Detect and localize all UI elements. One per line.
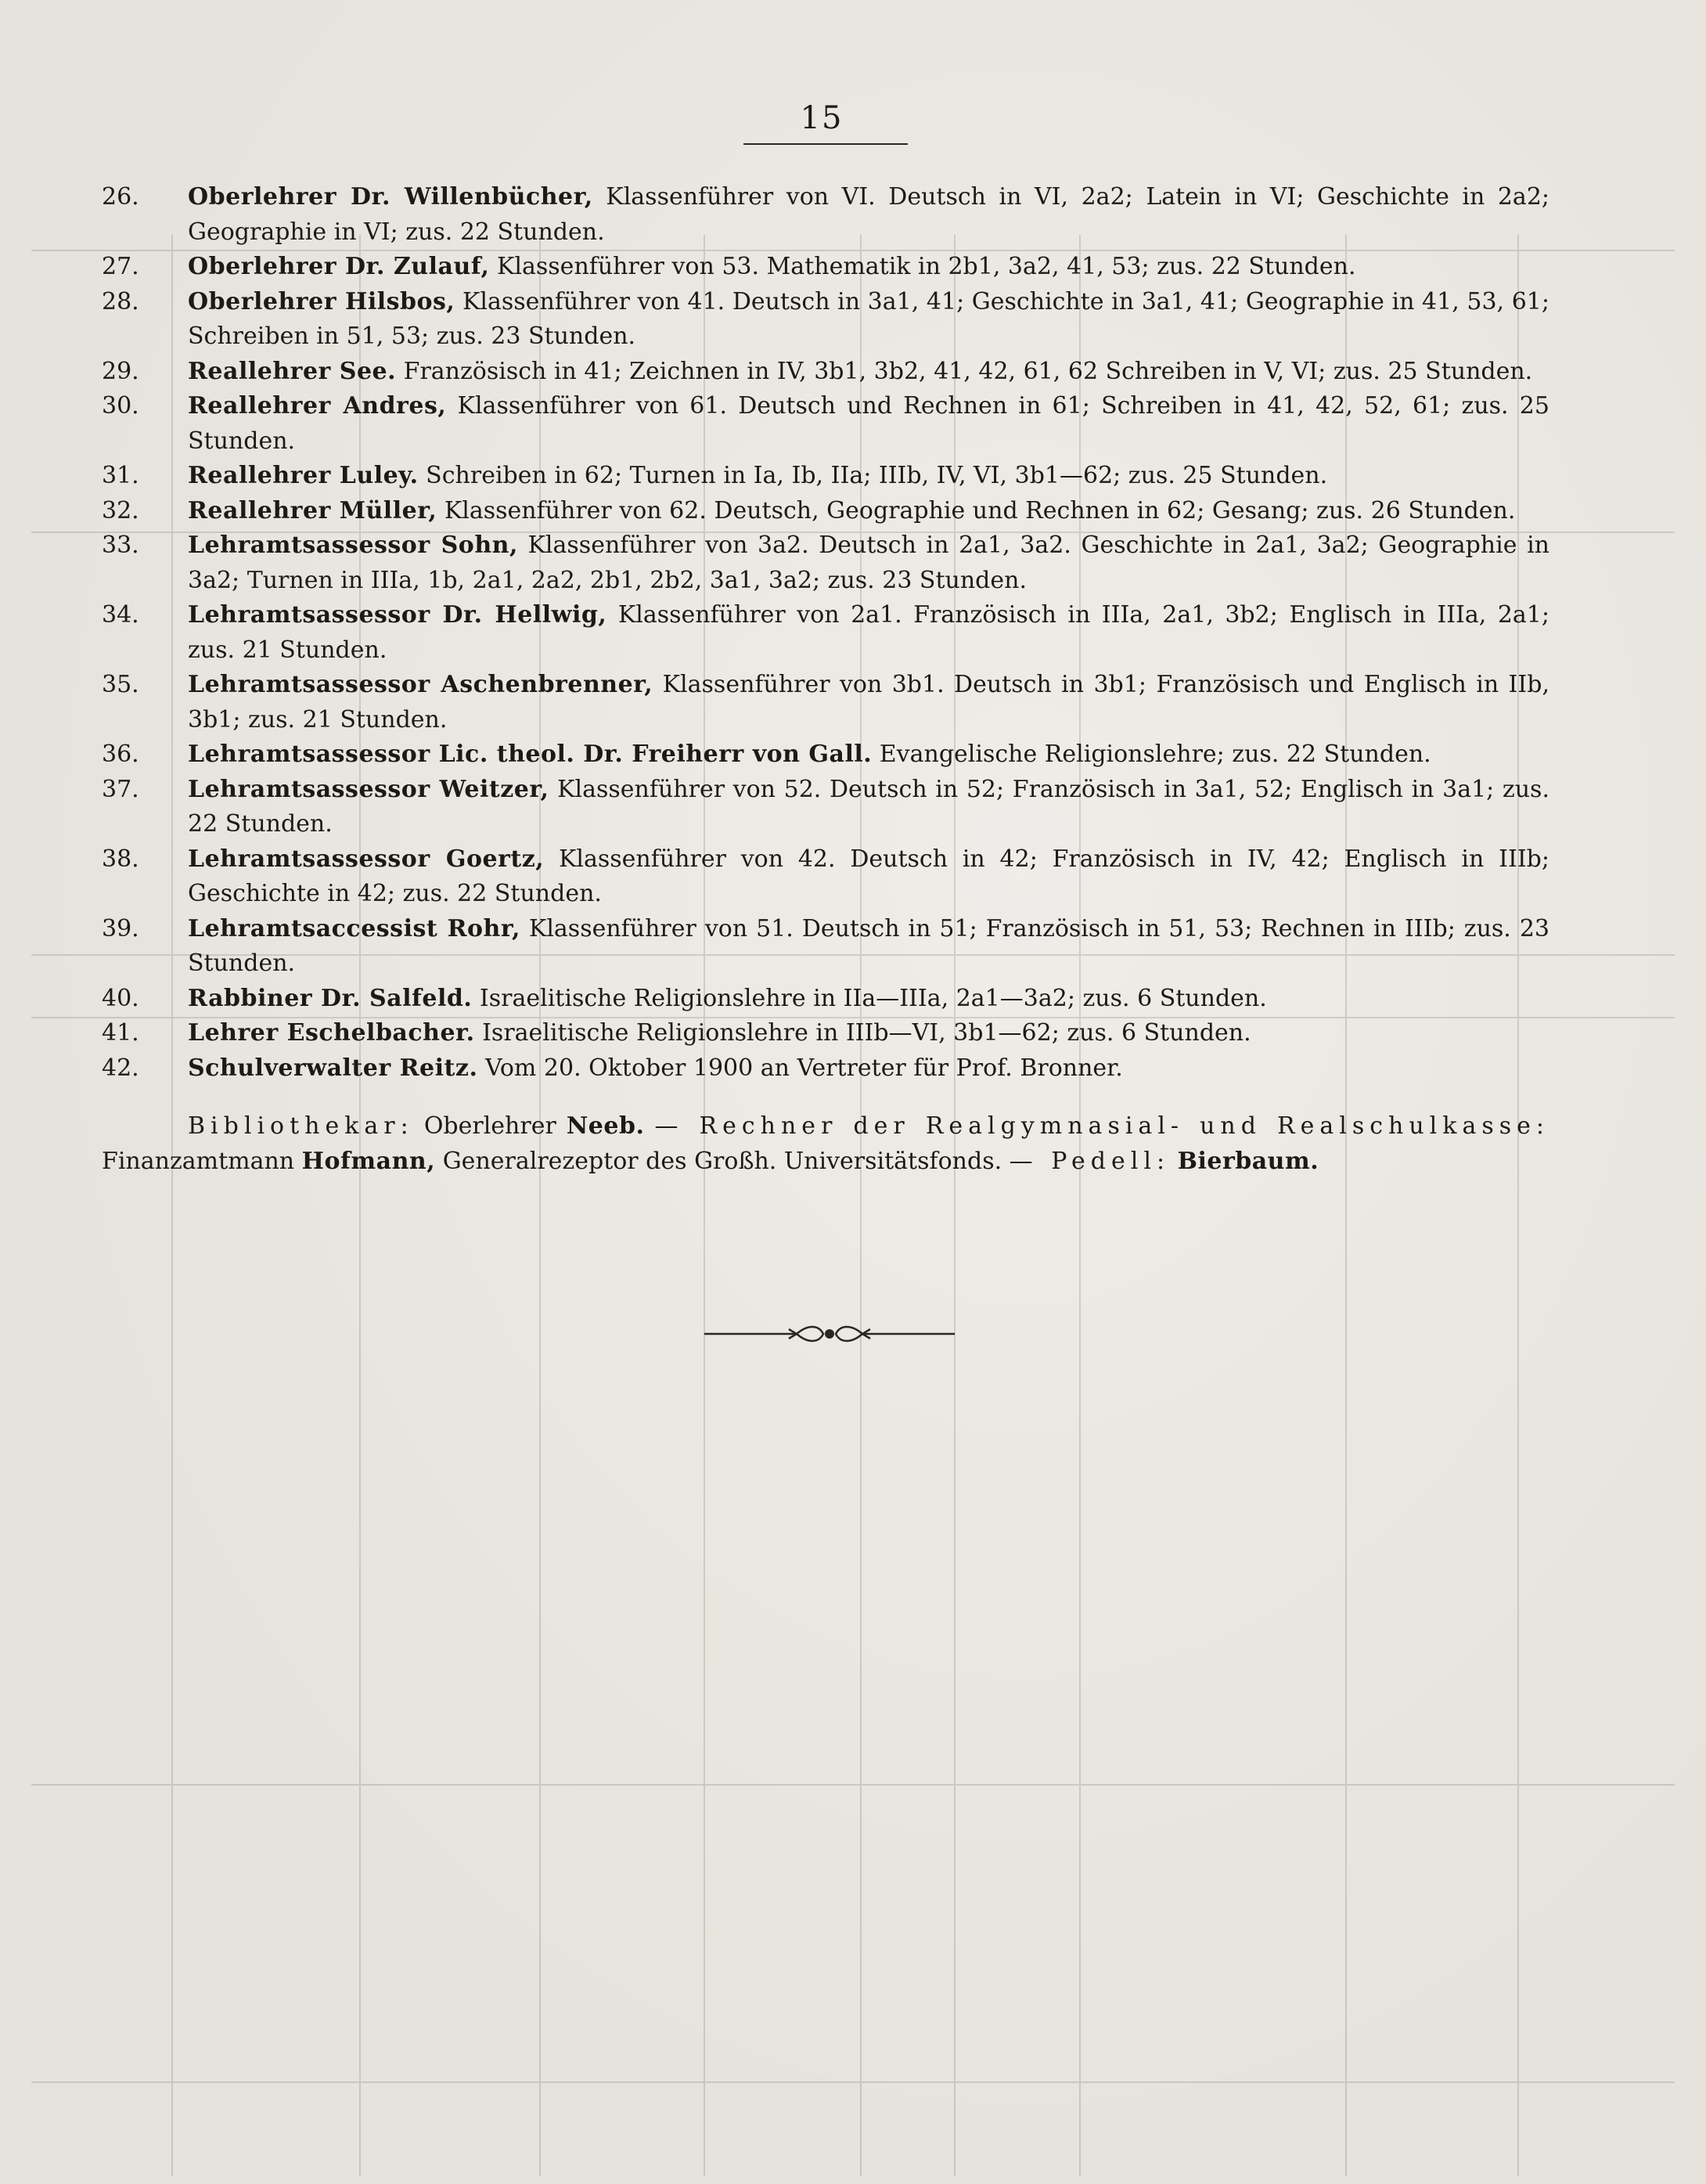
entry-number: 27.	[102, 253, 139, 280]
list-item	[102, 1016, 1549, 1051]
entry-number: 28.	[102, 287, 139, 315]
entry-text: Klassenführer von 52. Deutsch in 52; Französisch in 3a1, 52; Englisch in 3a1; zus. 22 Stunden.	[188, 775, 1549, 838]
list-item	[102, 494, 1549, 529]
list-item	[102, 598, 1549, 668]
list-item	[102, 459, 1549, 494]
list-item	[102, 912, 1549, 982]
teacher-name: Reallehrer Luley.	[188, 462, 419, 489]
teacher-name: Lehramtsassessor Dr. Hellwig,	[188, 601, 607, 629]
teacher-name: Schulverwalter Reitz.	[188, 1054, 478, 1082]
list-item	[102, 982, 1549, 1017]
librarian-title: Oberlehrer	[423, 1112, 556, 1140]
staff-footnote	[102, 1109, 1549, 1179]
entry-number: 34.	[102, 601, 139, 629]
list-item	[102, 773, 1549, 842]
list-item	[102, 528, 1549, 598]
entry-text: Klassenführer von 2a1. Französisch in IIIa, 2a1, 3b2; Englisch in IIIa, 2a1; zus. 21 Stunden.	[188, 601, 1549, 664]
treasurer-role: Generalrezeptor des Großh. Universitätsfonds.	[442, 1147, 1002, 1175]
entry-text: Klassenführer von 42. Deutsch in 42; Französisch in IV, 42; Englisch in IIIb; Geschichte in 42; zus. 22 Stunden.	[188, 845, 1549, 907]
treasurer-title: Finanzamtmann	[102, 1147, 295, 1175]
treasurer-name: Hofmann,	[301, 1147, 436, 1175]
entry-number: 36.	[102, 741, 139, 768]
entry-text: Klassenführer von 41. Deutsch in 3a1, 41; Geschichte in 3a1, 41; Geographie in 41, 53, 61; Schreiben in 51, 53; zus. 23 Stunden.	[188, 287, 1549, 350]
page-number: 15	[800, 100, 844, 136]
librarian-label: Bibliothekar:	[188, 1112, 414, 1140]
treasurer-label: — Rechner der Realgymnasial- und Realschulkasse:	[654, 1112, 1549, 1140]
entry-number: 29.	[102, 357, 139, 385]
teacher-name: Rabbiner Dr. Salfeld.	[188, 984, 473, 1012]
teacher-name: Reallehrer See.	[188, 357, 397, 385]
entry-number: 30.	[102, 392, 139, 420]
entry-number: 31.	[102, 462, 139, 489]
entry-text: Klassenführer von 51. Deutsch in 51; Französisch in 51, 53; Rechnen in IIIb; zus. 23 Stunden.	[188, 914, 1549, 977]
list-item	[102, 1051, 1549, 1087]
teacher-name: Oberlehrer Dr. Zulauf,	[188, 253, 490, 280]
entry-text: Schreiben in 62; Turnen in Ia, Ib, IIa; IIIb, IV, VI, 3b1—62; zus. 25 Stunden.	[426, 462, 1328, 489]
footnote-line-1	[102, 1109, 1549, 1144]
teacher-name: Lehramtsassessor Lic. theol. Dr. Freiherr von Gall.	[188, 741, 873, 768]
teacher-name: Reallehrer Andres,	[188, 392, 447, 420]
list-item	[102, 285, 1549, 355]
teacher-name: Oberlehrer Dr. Willenbücher,	[188, 183, 593, 211]
teacher-name: Oberlehrer Hilsbos,	[188, 287, 455, 315]
list-item	[102, 355, 1549, 390]
entry-text: Klassenführer von 61. Deutsch und Rechnen in 61; Schreiben in 41, 42, 52, 61; zus. 25 Stunden.	[188, 392, 1549, 455]
entry-number: 38.	[102, 845, 139, 873]
beadle-name: Bierbaum.	[1177, 1147, 1319, 1175]
beadle-label: — Pedell:	[1009, 1147, 1171, 1175]
entry-text: Klassenführer von 62. Deutsch, Geographie und Rechnen in 62; Gesang; zus. 26 Stunden.	[444, 496, 1516, 524]
list-item	[102, 737, 1549, 773]
entry-text: Klassenführer von 3a2. Deutsch in 2a1, 3a2. Geschichte in 2a1, 3a2; Geographie in 3a2; Turnen in IIIa, 1b, 2a1, 2a2, 2b1, 2b2, 3a1, 3a2; zus. 23 Stunden.	[188, 532, 1549, 594]
entry-number: 41.	[102, 1019, 139, 1047]
entry-number: 35.	[102, 671, 139, 698]
teacher-name: Lehramtsassessor Weitzer,	[188, 775, 549, 803]
entry-text: Klassenführer von VI. Deutsch in VI, 2a2; Latein in VI; Geschichte in 2a2; Geographie in VI; zus. 22 Stunden.	[188, 183, 1550, 246]
entry-number: 32.	[102, 496, 139, 524]
entry-text: Israelitische Religionslehre in IIa—IIIa, 2a1—3a2; zus. 6 Stunden.	[479, 984, 1267, 1012]
teacher-name: Reallehrer Müller,	[188, 496, 437, 524]
teacher-name: Lehramtsassessor Aschenbrenner,	[188, 671, 653, 698]
librarian-name: Neeb.	[566, 1112, 645, 1140]
entry-text: Vom 20. Oktober 1900 an Vertreter für Prof. Bronner.	[484, 1054, 1123, 1082]
list-item	[102, 250, 1549, 285]
ornament-divider-icon	[704, 1320, 955, 1348]
entry-number: 33.	[102, 532, 139, 559]
entry-text: Israelitische Religionslehre in IIIb—VI, 3b1—62; zus. 6 Stunden.	[482, 1019, 1251, 1047]
teacher-name: Lehramtsassessor Sohn,	[188, 532, 518, 559]
staff-list	[102, 180, 1549, 1086]
teacher-name: Lehramtsassessor Goertz,	[188, 845, 545, 873]
entry-text: Klassenführer von 3b1. Deutsch in 3b1; Französisch und Englisch in IIb, 3b1; zus. 21 Stunden.	[188, 671, 1549, 733]
entry-text: Französisch in 41; Zeichnen in IV, 3b1, 3b2, 41, 42, 61, 62 Schreiben in V, VI; zus. 25 Stunden.	[403, 357, 1533, 385]
entry-text: Klassenführer von 53. Mathematik in 2b1, 3a2, 41, 53; zus. 22 Stunden.	[497, 253, 1356, 280]
list-item	[102, 668, 1549, 737]
entry-number: 39.	[102, 914, 139, 942]
teacher-name: Lehramtsaccessist Rohr,	[188, 914, 520, 942]
list-item	[102, 180, 1549, 250]
teacher-name: Lehrer Eschelbacher.	[188, 1019, 475, 1047]
list-item	[102, 842, 1549, 912]
entry-number: 40.	[102, 984, 139, 1012]
header-rule	[743, 143, 908, 145]
footnote-line-2	[102, 1144, 1549, 1180]
entry-number: 42.	[102, 1054, 139, 1082]
entry-number: 26.	[102, 183, 139, 211]
entry-text: Evangelische Religionslehre; zus. 22 Stunden.	[879, 741, 1431, 768]
entry-number: 37.	[102, 775, 139, 803]
list-item	[102, 389, 1549, 459]
